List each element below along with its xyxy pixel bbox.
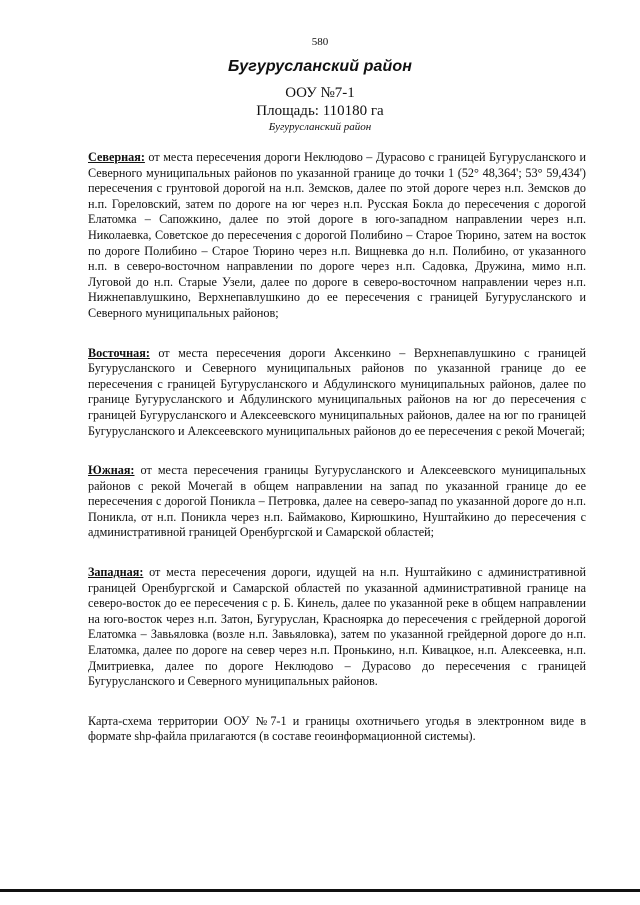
section-west-label: Западная: xyxy=(88,565,144,580)
section-east-text: от места пересечения дороги Аксенкино – Верхнепавлушкино с границей Бугурусланского и Северного муниципальных районов по указанной границе до ее пересечения с границей Бугурусланского и Абдулинского муниципальных районов, далее по границе Бугурусланского и Абдулинского муниципальных районов на юг до пересечения с границей Бугурусланского и Алексеевского муниципальных районов, далее на юг по границей Бугурусланского и Алексеевского муниципальных районов до ее пересечения с рекой Мочегай; xyxy=(88,345,586,438)
district-subtitle: Бугурусланский район xyxy=(268,121,372,133)
section-south xyxy=(88,463,586,541)
area-value: Площадь: 110180 га xyxy=(256,103,384,119)
district-title: Бугурусланский район xyxy=(227,58,412,75)
section-west-text: от места пересечения дороги, идущей на н.п. Нуштайкино с административной границей Оренбургской и Самарской областей по указанной административной границе на северо-восток до ее пересечения с р. Б. Кинель, далее по указанной реке в общем направлении на юго-восток через н.п. Затон, Бугуруслан, Красноярка до пересечения с грейдерной дорогой Елатомка – Завьяловка (возле н.п. Завьяловка), затем по указанной грейдерной дороге до н.п. Елатомка, далее по дороге на север через н.п. Пронькино, н.п. Кивацкое, н.п. Алексеевка, н.п. Дмитриевка, далее по дороге Неклюдово – Дурасово до пересечения с границей Бугурусланского и Северного муниципальных районов. xyxy=(88,565,587,689)
section-east-label: Восточная: xyxy=(88,345,150,360)
section-north xyxy=(88,150,586,322)
section-west xyxy=(88,565,586,690)
section-south-label: Южная: xyxy=(88,463,135,478)
section-south-text: от места пересечения границы Бугурусланского и Алексеевского муниципальных районов с рекой Мочегай в общем направлении на запад по указанной границе до ее пересечения с дорогой Поникла – Петровка, далее на северо-запад по указанной дороге до н.п. Поникла, от н.п. Поникла через н.п. Баймаково, Кирюшкино, Нуштайкино до пересечения с административной границей Оренбургской и Самарской областей; xyxy=(88,463,587,540)
section-north-label: Северная: xyxy=(88,150,145,164)
document-header xyxy=(0,58,640,134)
boundary-description xyxy=(88,150,586,745)
oou-number: ООУ №7-1 xyxy=(285,85,355,101)
bottom-rule xyxy=(0,889,640,892)
section-north-text: от места пересечения дороги Неклюдово – Дурасово с границей Бугурусланского и Северного муниципальных районов по указанной границе до точки 1 (52° 48,364'; 53° 59,434') пересечения с грунтовой дорогой на н.п. Земсков, далее по этой дороге через н.п. Земсков до н.п. Гореловский, затем по дороге на юг через н.п. Русская Бокла до пересечения с дорогой Елатомка – Сапожкино, далее по этой дороге в юго-западном направлении через н.п. Николаевка, Советское до пересечения с дорогой Полибино – Старое Тюрино, затем на восток по дороге Полибино – Старое Тюрино через н.п. Вищневка до н.п. Полибино, от указанного н.п. в северо-восточном направлении по дороге через н.п. Садовка, Дружина, мимо н.п. Луговой до н.п. Старые Узели, далее по дороге в северо-восточном направлении через н.п. Нижнепавлушкино, Верхнепавлушкино до ее пересечения с границей Бугурусланского и Северного муниципальных районов; xyxy=(88,150,586,320)
section-east xyxy=(88,346,586,440)
closing-note: Карта-схема территории ООУ №7-1 и границы охотничьего угодья в электронном виде в формате shp-файла прилагаются (в составе геоинформационной системы). xyxy=(88,713,586,744)
page-number: 580 xyxy=(311,36,329,48)
